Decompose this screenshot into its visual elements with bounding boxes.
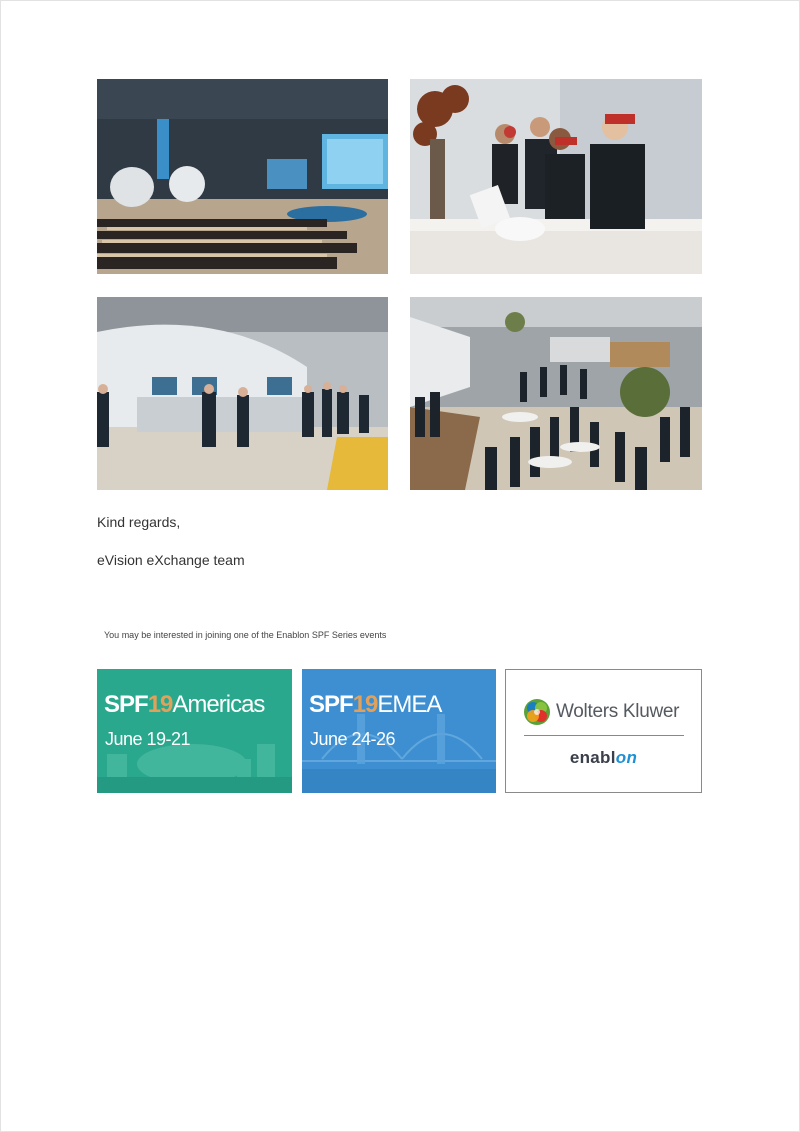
region-label: Americas bbox=[172, 691, 265, 718]
enablon-accent: on bbox=[615, 748, 638, 767]
spf-emea-banner[interactable] bbox=[302, 669, 496, 793]
exhibition-booth-photo bbox=[97, 297, 388, 490]
logo-divider bbox=[524, 735, 684, 736]
region-label: EMEA bbox=[377, 691, 442, 718]
signature-team: eVision eXchange team bbox=[97, 552, 245, 568]
spf-year: 19 bbox=[352, 691, 378, 718]
event-date: June 19-21 bbox=[105, 729, 191, 749]
wolters-kluwer-enablon-banner[interactable] bbox=[505, 669, 702, 793]
spf-label: SPF bbox=[104, 691, 148, 718]
wolters-kluwer-name: Wolters Kluwer bbox=[556, 701, 680, 722]
reception-desk-photo bbox=[410, 79, 702, 274]
banner-title bbox=[104, 691, 264, 719]
spf-year: 19 bbox=[147, 691, 173, 718]
spf-label: SPF bbox=[309, 691, 353, 718]
networking-hall-photo bbox=[410, 297, 702, 490]
conference-hall-photo bbox=[97, 79, 388, 274]
wolters-kluwer-logo-icon bbox=[523, 698, 551, 726]
event-date: June 24-26 bbox=[310, 729, 396, 749]
closing-regards: Kind regards, bbox=[97, 514, 181, 530]
enablon-main: enabl bbox=[569, 748, 616, 767]
enablon-logo bbox=[506, 748, 701, 768]
spf-americas-banner[interactable] bbox=[97, 669, 292, 793]
promo-intro-text: You may be interested in joining one of the Enablon SPF Series events bbox=[104, 630, 387, 640]
banner-title bbox=[309, 691, 441, 719]
